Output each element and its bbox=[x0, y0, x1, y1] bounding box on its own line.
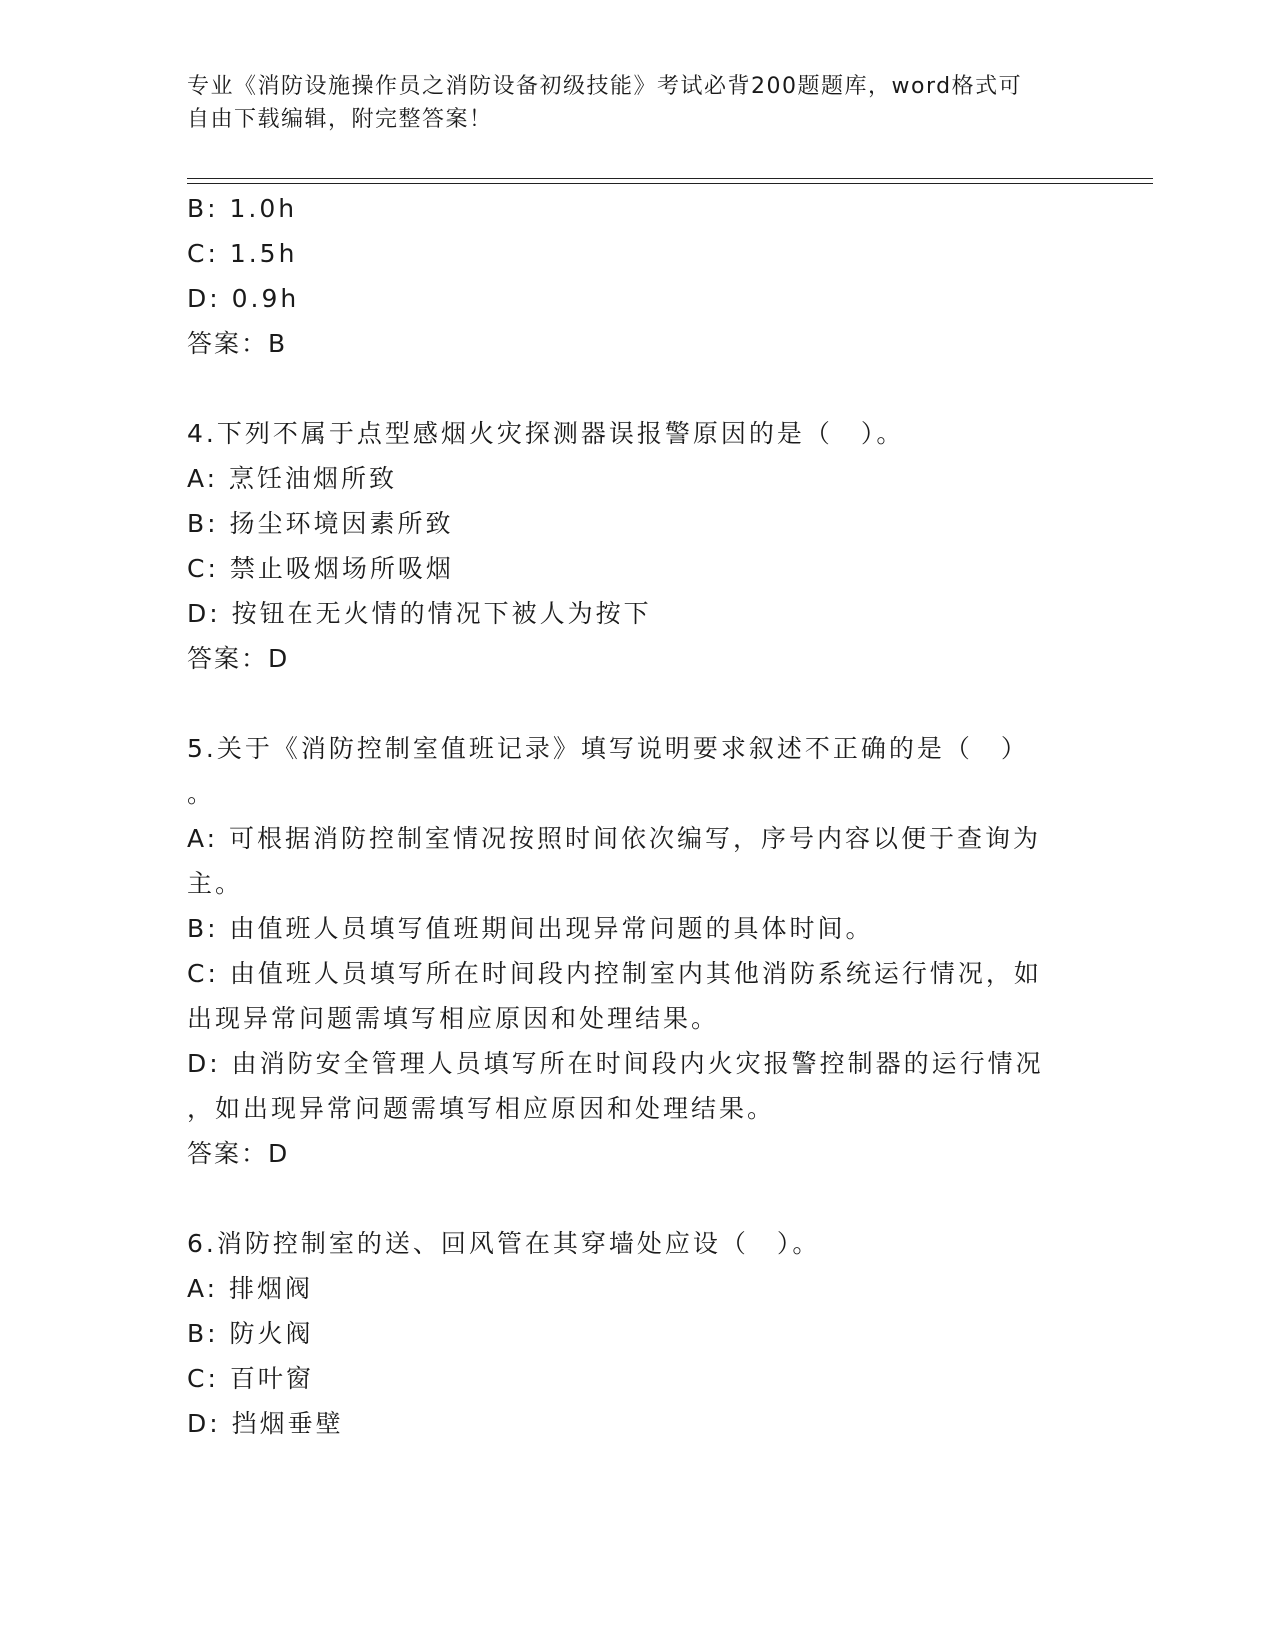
q5-answer-label: 答案： bbox=[187, 1139, 269, 1168]
spacer bbox=[187, 681, 1067, 726]
q5-answer bbox=[187, 1131, 1067, 1176]
header-divider-top bbox=[187, 178, 1153, 179]
q4-option-a: A: 烹饪油烟所致 bbox=[187, 464, 398, 493]
document-header bbox=[187, 70, 1067, 136]
q4-answer-label: 答案： bbox=[187, 644, 269, 673]
spacer bbox=[187, 1176, 1067, 1221]
q5-question-line-1: 5.关于《消防控制室值班记录》填写说明要求叙述不正确的是（ ） bbox=[187, 734, 1029, 763]
q5-option-a-line-1: A: 可根据消防控制室情况按照时间依次编写，序号内容以便于查询为 bbox=[187, 824, 1042, 853]
header-line-2: 自由下载编辑，附完整答案！ bbox=[187, 107, 493, 132]
q4-question: 4.下列不属于点型感烟火灾探测器误报警原因的是（ ）。 bbox=[187, 419, 905, 448]
q3-answer-label: 答案： bbox=[187, 329, 269, 358]
q3-option-b: B: 1.0h bbox=[187, 194, 298, 223]
q4-option-c: C: 禁止吸烟场所吸烟 bbox=[187, 554, 454, 583]
q6-option-a: A: 排烟阀 bbox=[187, 1274, 314, 1303]
q3-answer bbox=[187, 321, 1067, 366]
q5-question-line-2: 。 bbox=[187, 779, 216, 808]
q5-option-d-line-2: ，如出现异常问题需填写相应原因和处理结果。 bbox=[187, 1094, 776, 1123]
q6-option-c: C: 百叶窗 bbox=[187, 1364, 314, 1393]
header-line-1: 专业《消防设施操作员之消防设备初级技能》考试必背200题题库，word格式可 bbox=[187, 74, 1023, 99]
header-divider-bottom bbox=[187, 183, 1153, 184]
q6-option-b: B: 防火阀 bbox=[187, 1319, 314, 1348]
q4-option-b: B: 扬尘环境因素所致 bbox=[187, 509, 454, 538]
q3-option-c: C: 1.5h bbox=[187, 239, 298, 268]
q3-answer-value: B bbox=[268, 329, 288, 358]
q6-option-d: D: 挡烟垂壁 bbox=[187, 1409, 344, 1438]
q6-question: 6.消防控制室的送、回风管在其穿墙处应设（ ）。 bbox=[187, 1229, 821, 1258]
q5-option-b: B: 由值班人员填写值班期间出现异常问题的具体时间。 bbox=[187, 914, 874, 943]
q5-option-a-line-2: 主。 bbox=[187, 869, 244, 898]
q4-answer bbox=[187, 636, 1067, 681]
q4-answer-value: D bbox=[268, 644, 290, 673]
q5-answer-value: D bbox=[268, 1139, 290, 1168]
q5-option-c-line-1: C: 由值班人员填写所在时间段内控制室内其他消防系统运行情况，如 bbox=[187, 959, 1042, 988]
question-list bbox=[187, 186, 1067, 1446]
q4-option-d: D: 按钮在无火情的情况下被人为按下 bbox=[187, 599, 652, 628]
q5-option-c-line-2: 出现异常问题需填写相应原因和处理结果。 bbox=[187, 1004, 720, 1033]
q5-option-d-line-1: D: 由消防安全管理人员填写所在时间段内火灾报警控制器的运行情况 bbox=[187, 1049, 1044, 1078]
spacer bbox=[187, 366, 1067, 411]
q3-option-d: D: 0.9h bbox=[187, 284, 300, 313]
